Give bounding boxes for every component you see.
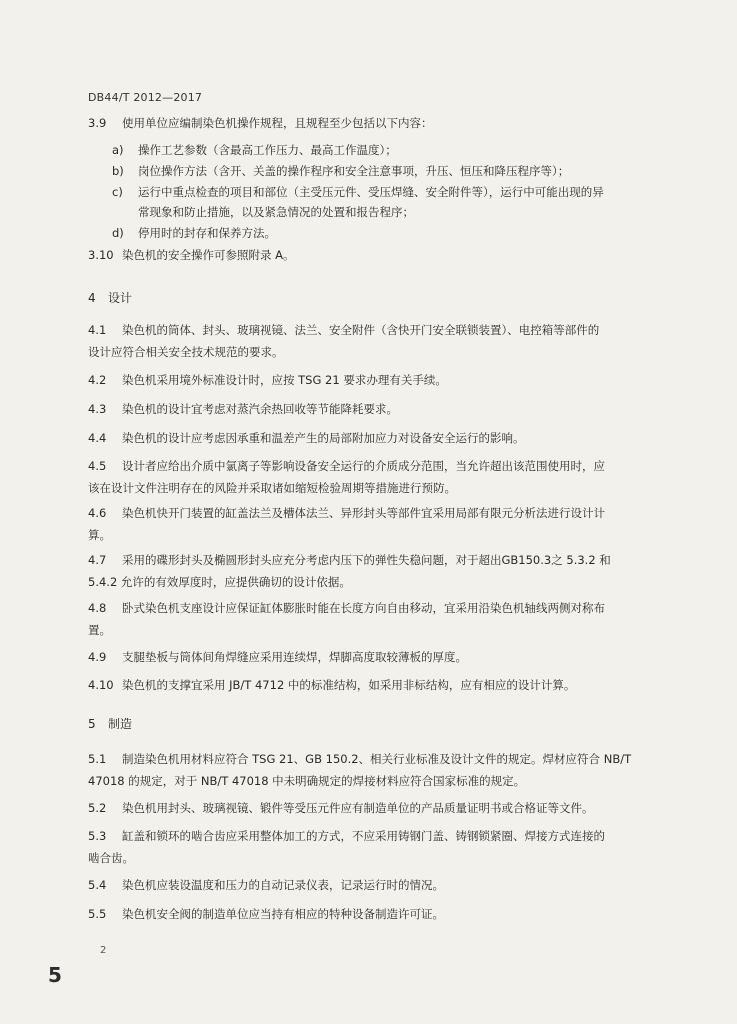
clause-number: 5.1 bbox=[88, 752, 107, 766]
clause-text-continued: 啮合齿。 bbox=[88, 851, 134, 865]
document-header: DB44/T 2012—2017 bbox=[88, 91, 203, 104]
list-text: 操作工艺参数（含最高工作压力、最高工作温度）； bbox=[138, 143, 397, 157]
clause-4-9 bbox=[88, 646, 663, 668]
section-number: 4 bbox=[88, 291, 96, 305]
clause-4-1 bbox=[88, 319, 663, 363]
clause-4-5 bbox=[88, 455, 663, 499]
list-item-d bbox=[112, 222, 662, 244]
clause-text: 采用的碟形封头及椭圆形封头应充分考虑内压下的弹性失稳问题，对于超出GB150.3之 5.3.2 和 bbox=[122, 553, 611, 567]
clause-number: 4.9 bbox=[88, 650, 107, 664]
clause-text: 染色机应装设温度和压力的自动记录仪表，记录运行时的情况。 bbox=[122, 878, 444, 892]
list-text: 岗位操作方法（含开、关盖的操作程序和安全注意事项，升压、恒压和降压程序等）； bbox=[138, 164, 570, 178]
list-item-a bbox=[112, 139, 662, 161]
clause-4-3 bbox=[88, 398, 663, 420]
scan-margin-mark: 5 bbox=[48, 963, 62, 987]
clause-number: 4.6 bbox=[88, 506, 107, 520]
section-title: 制造 bbox=[108, 717, 133, 731]
list-text: 运行中重点检查的项目和部位（主受压元件、受压焊缝、安全附件等），运行中可能出现的异 bbox=[138, 185, 604, 199]
clause-number: 5.4 bbox=[88, 878, 107, 892]
list-marker: b) bbox=[112, 164, 124, 178]
clause-text: 卧式染色机支座设计应保证缸体膨胀时能在长度方向自由移动，宜采用沿染色机轴线两侧对称布 bbox=[122, 601, 605, 615]
clause-text: 染色机用封头、玻璃视镜、锻件等受压元件应有制造单位的产品质量证明书或合格证等文件。 bbox=[122, 801, 594, 815]
clause-number: 4.5 bbox=[88, 459, 107, 473]
clause-4-7 bbox=[88, 549, 663, 593]
clause-number: 5.3 bbox=[88, 829, 107, 843]
clause-text: 设计者应给出介质中氯离子等影响设备安全运行的介质成分范围，当允许超出该范围使用时，应 bbox=[122, 459, 605, 473]
clause-text: 缸盖和锁环的啮合齿应采用整体加工的方式，不应采用铸钢门盖、铸钢锁紧圈、焊接方式连接的 bbox=[122, 829, 605, 843]
clause-number: 4.4 bbox=[88, 431, 107, 445]
clause-number: 4.8 bbox=[88, 601, 107, 615]
list-marker: a) bbox=[112, 143, 124, 157]
section-title: 设计 bbox=[108, 291, 133, 305]
page-number: 2 bbox=[100, 945, 107, 956]
clause-text: 染色机的支撑宜采用 JB/T 4712 中的标准结构，如采用非标结构，应有相应的设计计算。 bbox=[122, 678, 576, 692]
clause-3-9 bbox=[88, 112, 663, 134]
clause-text-continued: 5.4.2 允许的有效厚度时，应提供确切的设计依据。 bbox=[88, 575, 351, 589]
clause-4-4 bbox=[88, 427, 663, 449]
clause-text-continued: 该在设计文件注明存在的风险并采取诸如缩短检验周期等措施进行预防。 bbox=[88, 481, 456, 495]
section-heading-4 bbox=[88, 289, 132, 306]
clause-4-10 bbox=[88, 674, 663, 696]
clause-text: 染色机的设计宜考虑对蒸汽余热回收等节能降耗要求。 bbox=[122, 402, 398, 416]
clause-4-2 bbox=[88, 369, 663, 391]
clause-text: 染色机的安全操作可参照附录 A。 bbox=[122, 248, 295, 262]
clause-text: 支腿垫板与筒体间角焊缝应采用连续焊，焊脚高度取较薄板的厚度。 bbox=[122, 650, 467, 664]
section-number: 5 bbox=[88, 717, 96, 731]
clause-5-2 bbox=[88, 797, 663, 819]
list-text: 停用时的封存和保养方法。 bbox=[138, 226, 276, 240]
section-heading-5 bbox=[88, 715, 132, 732]
clause-text-continued: 算。 bbox=[88, 528, 111, 542]
clause-3-10 bbox=[88, 244, 663, 266]
clause-5-4 bbox=[88, 874, 663, 896]
clause-text: 染色机采用境外标准设计时，应按 TSG 21 要求办理有关手续。 bbox=[122, 373, 447, 387]
clause-5-1 bbox=[88, 748, 663, 792]
clause-5-3 bbox=[88, 825, 663, 869]
clause-number: 4.2 bbox=[88, 373, 107, 387]
clause-text-continued: 置。 bbox=[88, 623, 111, 637]
clause-text: 使用单位应编制染色机操作规程，且规程至少包括以下内容： bbox=[122, 116, 433, 130]
clause-number: 3.9 bbox=[88, 116, 107, 130]
clause-text: 染色机安全阀的制造单位应当持有相应的特种设备制造许可证。 bbox=[122, 907, 444, 921]
clause-text: 染色机的筒体、封头、玻璃视镜、法兰、安全附件（含快开门安全联锁装置）、电控箱等部件的 bbox=[122, 323, 600, 337]
clause-text: 制造染色机用材料应符合 TSG 21、GB 150.2、相关行业标准及设计文件的规定。焊材应符合 NB/T bbox=[122, 752, 632, 766]
clause-number: 4.7 bbox=[88, 553, 107, 567]
clause-4-6 bbox=[88, 502, 663, 546]
clause-5-5 bbox=[88, 903, 663, 925]
clause-number: 5.5 bbox=[88, 907, 107, 921]
clause-text-continued: 47018 的规定，对于 NB/T 47018 中未明确规定的焊接材料应符合国家标准的规定。 bbox=[88, 774, 526, 788]
clause-text: 染色机快开门装置的缸盖法兰及槽体法兰、异形封头等部件宜采用局部有限元分析法进行设计计 bbox=[122, 506, 605, 520]
clause-4-8 bbox=[88, 597, 663, 641]
list-item-c bbox=[112, 181, 662, 203]
clause-number: 3.10 bbox=[88, 248, 114, 262]
list-item-c-continued: 常现象和防止措施，以及紧急情况的处置和报告程序； bbox=[138, 205, 414, 219]
clause-number: 4.1 bbox=[88, 323, 107, 337]
clause-number: 5.2 bbox=[88, 801, 107, 815]
list-item-b bbox=[112, 160, 662, 182]
clause-text: 染色机的设计应考虑因承重和温差产生的局部附加应力对设备安全运行的影响。 bbox=[122, 431, 525, 445]
list-marker: c) bbox=[112, 185, 123, 199]
clause-number: 4.10 bbox=[88, 678, 114, 692]
clause-number: 4.3 bbox=[88, 402, 107, 416]
list-marker: d) bbox=[112, 226, 124, 240]
clause-text-continued: 设计应符合相关安全技术规范的要求。 bbox=[88, 345, 284, 359]
